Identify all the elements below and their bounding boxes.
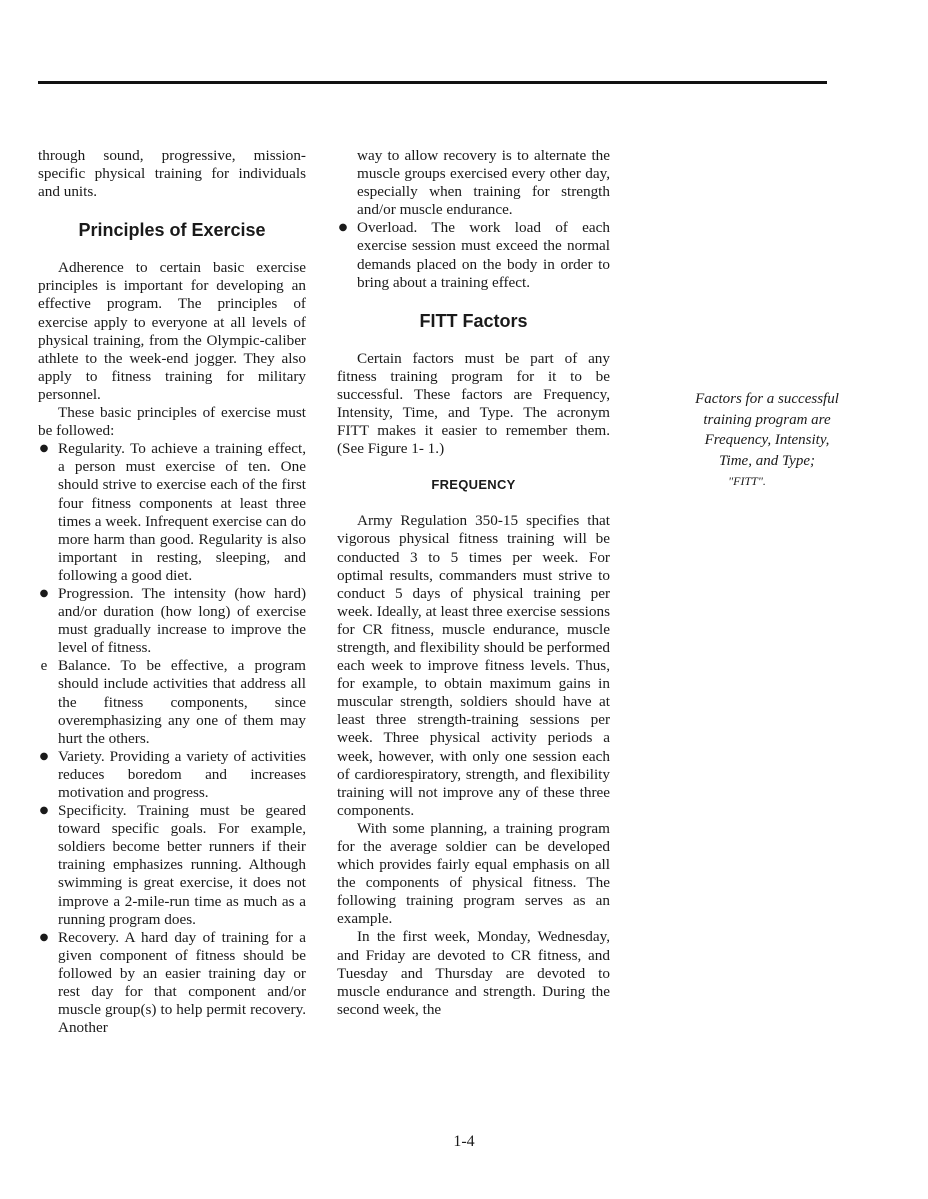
list-item: ● Variety. Providing a variety of activities reduces boredom and increases motivation and progress.: [39, 747, 306, 801]
bullet-icon: ●: [39, 443, 49, 455]
fitt-paragraph: Certain factors must be part of any fitness training program for it to be successful. These factors are Frequency, Intensity, Time, and Type. The acronym FITT makes it easier to remember them. (See Figure 1- 1.): [337, 349, 610, 458]
left-column: [38, 147, 306, 1037]
list-item: ● Progression. The intensity (how hard) and/or duration (how long) of exercise must gradually increase to improve the level of fitness.: [39, 584, 306, 657]
overload-list: [337, 219, 610, 291]
principles-list: [38, 440, 306, 1037]
principles-paragraph: Adherence to certain basic exercise principles is important for developing an effective program. The principles of exercise apply to everyone at all levels of physical training, from the Olympic-caliber athlete to the week-end jogger. They also apply to fitness training for military personnel.: [38, 259, 306, 403]
right-column: [337, 147, 610, 1019]
frequency-paragraph: Army Regulation 350-15 specifies that vigorous physical fitness training will be conducted 3 to 5 times per week. For optimal results, commanders must strive to conduct 5 days of physical training per week. Ideally, at least three exercise sessions for CR fitness, muscle endurance, muscle strength, and flexibility should be performed each week to improve fitness levels. Thus, for example, to obtain maximum gains in muscular strength, soldiers should have at least three strength-training sessions per week. Three physical activity periods a week, however, with only one session each of cardiorespiratory, strength, and flexibility training will not improve any of these three components.: [337, 512, 610, 819]
intro-paragraph: through sound, progressive, mission-specific physical training for individuals and units.: [38, 147, 306, 201]
principles-followed: These basic principles of exercise must be followed:: [38, 404, 306, 440]
list-item: ● Overload. The work load of each exercise session must exceed the normal demands placed on the body in order to bring about a training effect.: [338, 219, 610, 291]
recovery-continuation: way to allow recovery is to alternate the muscle groups exercised every other day, especially when training for strength and/or muscle endurance.: [357, 147, 610, 219]
first-week-paragraph: In the first week, Monday, Wednesday, and Friday are devoted to CR fitness, and Tuesday and Thursday are devoted to muscle endurance and strength. During the second week, the: [337, 928, 610, 1018]
list-item: e Balance. To be effective, a program should include activities that address all the fitness components, since overemphasizing any one of them may hurt the others.: [38, 657, 306, 747]
bullet-icon: e: [40, 658, 48, 675]
planning-paragraph: With some planning, a training program for the average soldier can be developed which provides fairly equal emphasis on all the components of physical fitness. The following training program serves as an example.: [337, 819, 610, 928]
bullet-icon: ●: [338, 222, 348, 234]
principles-heading: Principles of Exercise: [78, 220, 266, 241]
frequency-heading: FREQUENCY: [431, 477, 516, 493]
bullet-icon: ●: [39, 587, 49, 599]
margin-note: Factors for a successful training program are Frequency, Intensity, Time, and Type; "FITT".: [695, 391, 839, 488]
list-item: ● Specificity. Training must be geared toward specific goals. For example, soldiers become better runners if their training emphasizes running. Although swimming is great exercise, it does not improve a 2-mile-run time as much as a running program does.: [39, 802, 306, 928]
page-number: 1-4: [453, 1133, 475, 1150]
list-item: ● Regularity. To achieve a training effect, a person must exercise of ten. One should strive to exercise each of the first four fitness components at least three times a week. Infrequent exercise can do more harm than good. Regularity is also important in resting, sleeping, and following a good diet.: [39, 440, 306, 584]
bullet-icon: ●: [39, 805, 49, 817]
bullet-icon: ●: [39, 931, 49, 943]
list-item: ● Recovery. A hard day of training for a given component of fitness should be followed by an easier training day or rest day for that component and/or muscle group(s) to help permit recovery. Another: [39, 928, 306, 1037]
header-rule: [38, 81, 827, 84]
bullet-icon: ●: [39, 750, 49, 762]
fitt-heading: FITT Factors: [419, 310, 528, 331]
